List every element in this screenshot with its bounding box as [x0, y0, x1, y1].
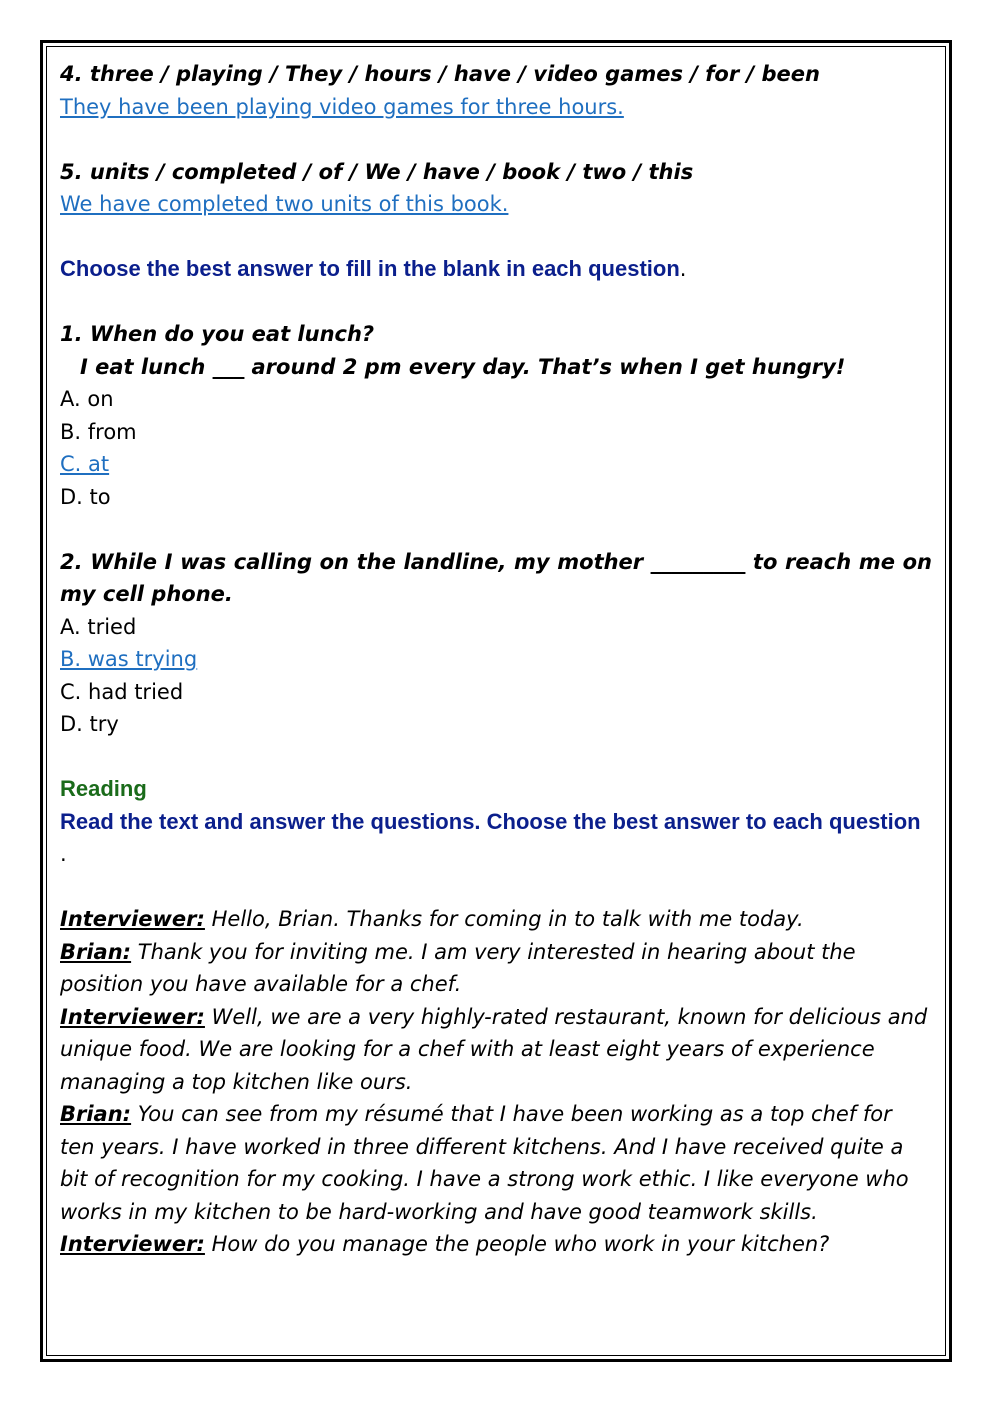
spacer	[60, 513, 932, 546]
mc-q1-option-b: B. from	[60, 419, 137, 444]
mc-q2-option-c: C. had tried	[60, 679, 184, 704]
interview-dialog	[60, 903, 932, 1261]
choose-instruction	[60, 253, 932, 286]
mc-q2-question: 2. While I was calling on the landline, my mother _________ to reach me on my cell phone.	[60, 549, 932, 606]
choose-instruction-text: Choose the best answer to fill in the blank in each question	[60, 256, 680, 281]
mc-q1-sentence: I eat lunch ___ around 2 pm every day. That’s when I get hungry!	[80, 354, 846, 379]
speaker-brian: Brian:	[60, 939, 132, 964]
dialog-text: You can see from my résumé that I have been working as a top chef for ten years. I have worked in three different kitchens. And I have received quite a bit of recognition for my cooking. I have a strong work ethic. I like everyone who works in my kitchen to be hard-working and have good teamwork skills.	[60, 1102, 909, 1224]
q4-prompt: 4. three / playing / They / hours / have / video games / for / been	[60, 62, 820, 86]
dialog-text: How do you manage the people who work in your kitchen?	[204, 1232, 830, 1256]
mc-q2-option-b-correct: B. was trying	[60, 647, 198, 671]
q5-prompt: 5. units / completed / of / We / have / book / two / this	[60, 159, 694, 184]
worksheet-content	[60, 58, 932, 1261]
spacer	[60, 123, 932, 156]
mc-q1-option-a: A. on	[60, 387, 114, 411]
speaker-interviewer: Interviewer:	[60, 1004, 205, 1029]
mc-q1-option-d: D. to	[60, 484, 111, 509]
dialog-line-1	[60, 903, 932, 936]
mc-q2-option-a: A. tried	[60, 614, 137, 639]
speaker-interviewer: Interviewer:	[60, 907, 205, 931]
spacer	[60, 286, 932, 319]
dialog-line-2	[60, 936, 932, 1001]
reading-heading: Reading	[60, 776, 147, 801]
dialog-text: Thank you for inviting me. I am very interested in hearing about the position you have available for a chef.	[60, 939, 856, 996]
dialog-line-4	[60, 1098, 932, 1228]
dialog-text: Hello, Brian. Thanks for coming in to talk with me today.	[204, 907, 804, 931]
q5-answer: We have completed two units of this book.	[60, 192, 509, 216]
dialog-text: Well, we are a very highly-rated restaurant, known for delicious and unique food. We are looking for a chef with at least eight years of experience managing a top kitchen like ours.	[60, 1004, 928, 1094]
dialog-line-5	[60, 1228, 932, 1261]
reading-instruction-period: .	[60, 842, 67, 866]
spacer	[60, 221, 932, 254]
mc-q2-option-d: D. try	[60, 712, 119, 736]
dialog-line-3	[60, 1001, 932, 1099]
spacer	[60, 871, 932, 904]
reading-instruction	[60, 806, 932, 871]
spacer	[60, 741, 932, 774]
choose-instruction-period: .	[679, 257, 687, 281]
q4-answer: They have been playing video games for three hours.	[60, 94, 624, 119]
speaker-brian: Brian:	[60, 1102, 132, 1126]
mc-q1-option-c-correct: C. at	[60, 452, 110, 476]
speaker-interviewer: Interviewer:	[60, 1232, 205, 1256]
mc-q1-question: 1. When do you eat lunch?	[60, 322, 375, 346]
reading-instruction-text: Read the text and answer the questions. Choose the best answer to each question	[60, 808, 921, 834]
